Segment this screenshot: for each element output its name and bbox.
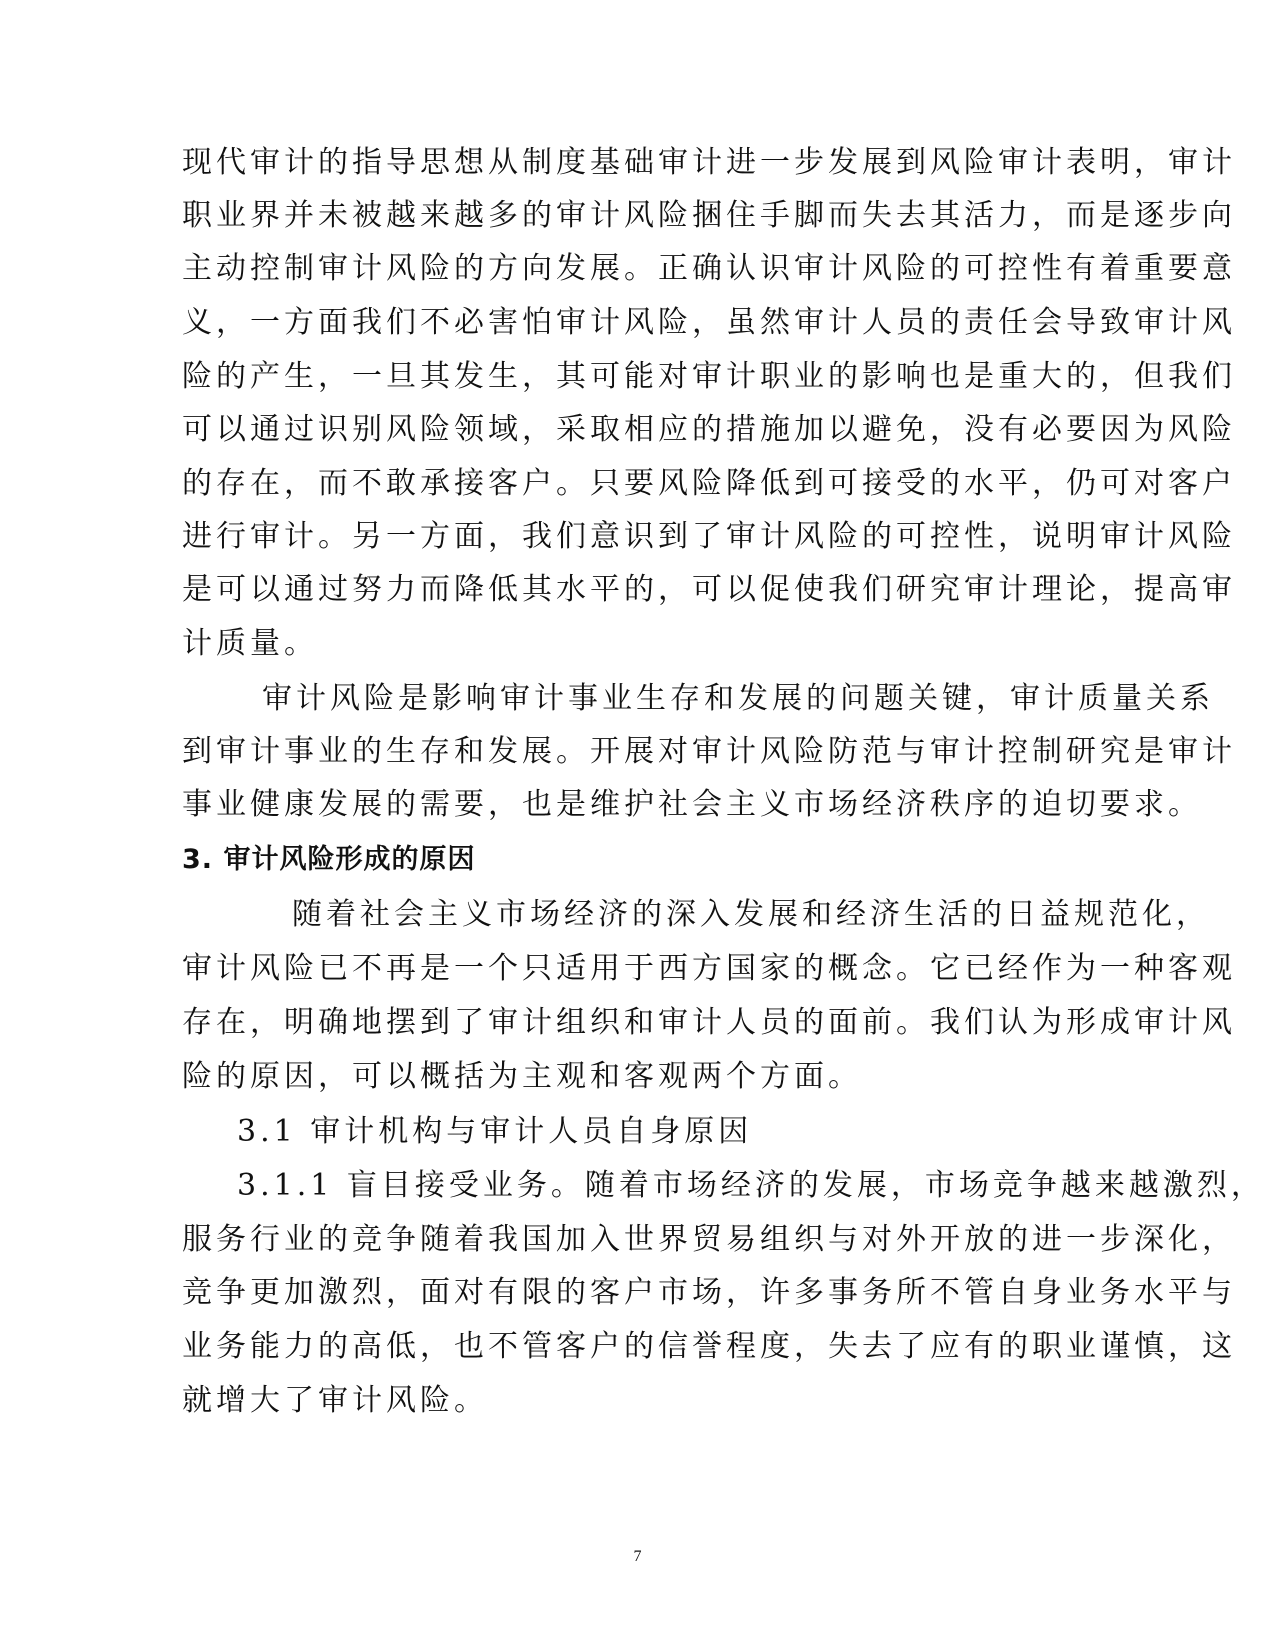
paragraph-1-line-9: 是可以通过努力而降低其水平的，可以促使我们研究审计理论，提高审 [182,572,1236,607]
subsection-3-1-heading: 3.1 审计机构与审计人员自身原因 [237,1114,753,1149]
paragraph-2-line-1: 审计风险是影响审计事业生存和发展的问题关键，审计质量关系 [262,681,1214,716]
subsection-3-1-1-line-2: 服务行业的竞争随着我国加入世界贸易组织与对外开放的进一步深化， [182,1222,1236,1257]
section-3-paragraph-line-1: 随着社会主义市场经济的深入发展和经济生活的日益规范化， [292,897,1210,932]
section-3-paragraph-line-4: 险的原因，可以概括为主观和客观两个方面。 [182,1059,862,1094]
paragraph-1-line-8: 进行审计。另一方面，我们意识到了审计风险的可控性，说明审计风险 [182,519,1236,554]
paragraph-1-line-5: 险的产生，一旦其发生，其可能对审计职业的影响也是重大的，但我们 [182,359,1236,394]
paragraph-2-line-3: 事业健康发展的需要，也是维护社会主义市场经济秩序的迫切要求。 [182,787,1202,822]
paragraph-1-line-3: 主动控制审计风险的方向发展。正确认识审计风险的可控性有着重要意 [182,251,1236,286]
subsection-3-1-1-line-4: 业务能力的高低，也不管客户的信誉程度，失去了应有的职业谨慎，这 [182,1329,1236,1364]
paragraph-2-line-2: 到审计事业的生存和发展。开展对审计风险防范与审计控制研究是审计 [182,734,1236,769]
paragraph-1-line-10: 计质量。 [182,626,318,661]
subsection-3-1-1-line-3: 竞争更加激烈，面对有限的客户市场，许多事务所不管自身业务水平与 [182,1275,1236,1310]
paragraph-1-line-6: 可以通过识别风险领域，采取相应的措施加以避免，没有必要因为风险 [182,412,1236,447]
paragraph-1-line-2: 职业界并未被越来越多的审计风险捆住手脚而失去其活力，而是逐步向 [182,198,1236,233]
subsection-3-1-1-line-5: 就增大了审计风险。 [182,1383,488,1418]
section-3-paragraph-line-3: 存在，明确地摆到了审计组织和审计人员的面前。我们认为形成审计风 [182,1005,1236,1040]
page-number: 7 [633,1548,642,1565]
section-3-paragraph-line-2: 审计风险已不再是一个只适用于西方国家的概念。它已经作为一种客观 [182,951,1236,986]
section-3-heading: 3. 审计风险形成的原因 [182,844,476,875]
paragraph-1-line-7: 的存在，而不敢承接客户。只要风险降低到可接受的水平，仍可对客户 [182,466,1236,501]
subsection-3-1-1-line-1: 3.1.1 盲目接受业务。随着市场经济的发展，市场竞争越来越激烈， [237,1168,1265,1203]
paragraph-1-line-1: 现代审计的指导思想从制度基础审计进一步发展到风险审计表明，审计 [182,145,1236,180]
paragraph-1-line-4: 义，一方面我们不必害怕审计风险，虽然审计人员的责任会导致审计风 [182,305,1236,340]
